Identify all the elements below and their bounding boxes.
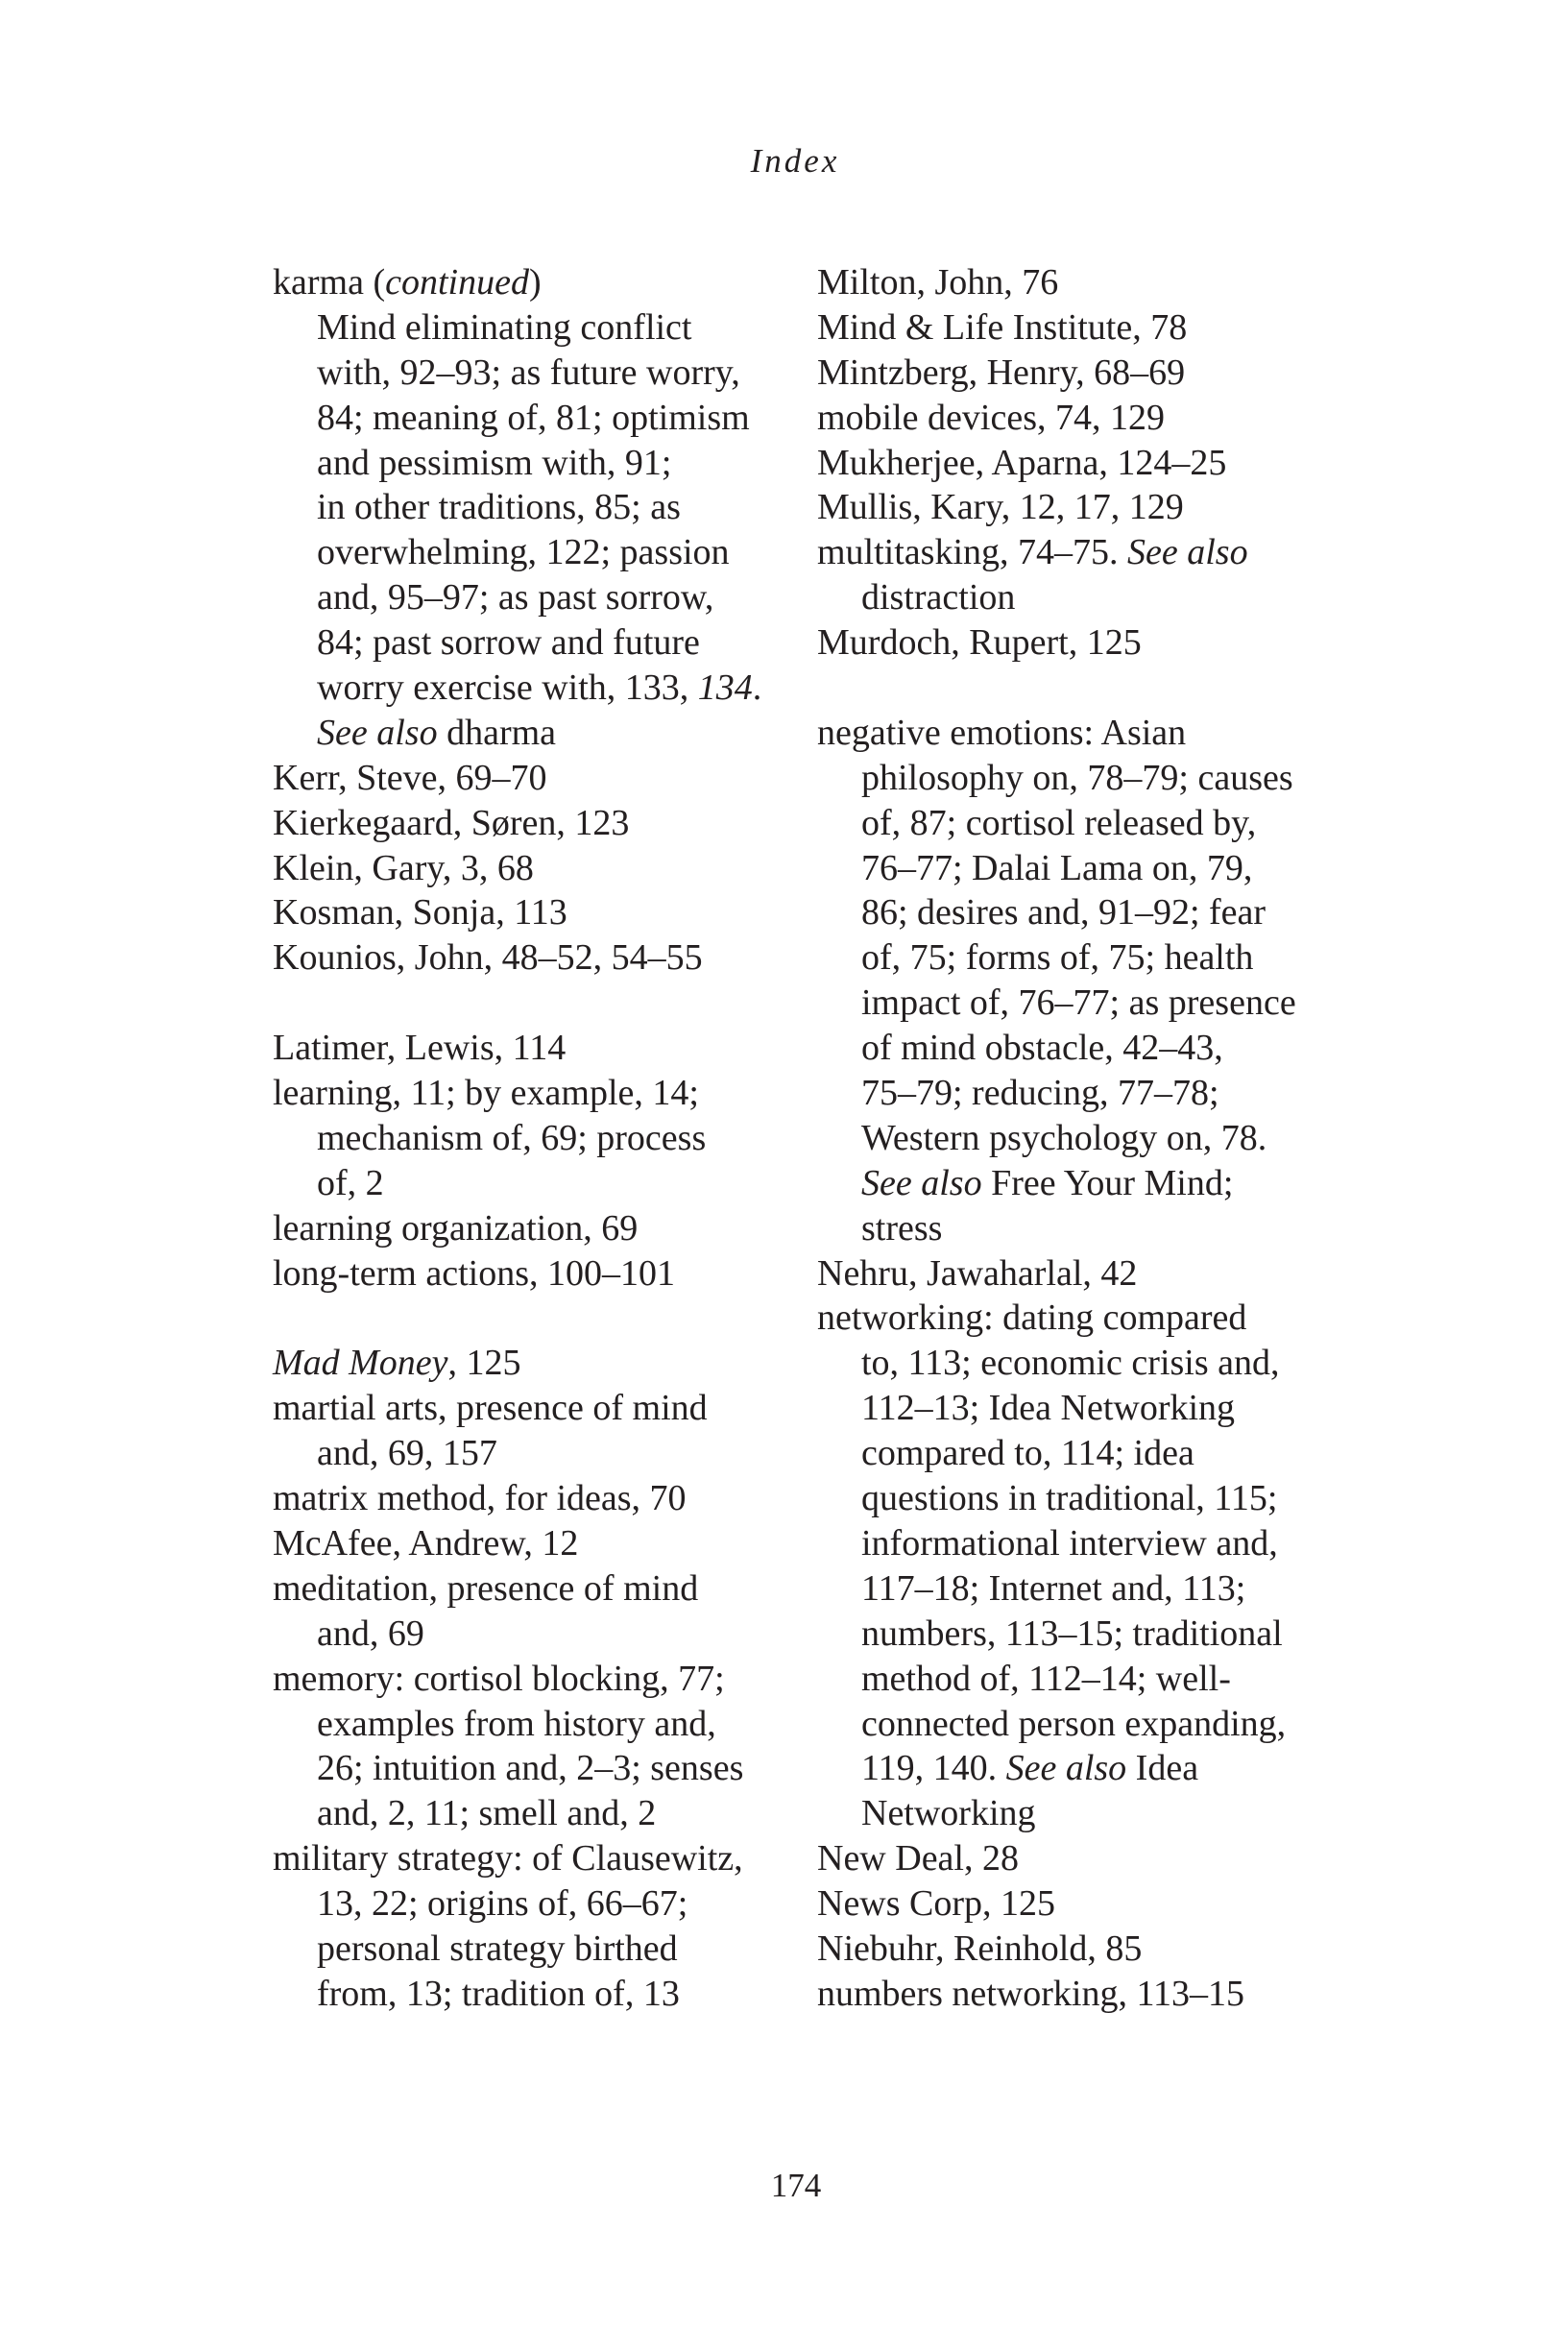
index-subentry-line	[273, 1161, 791, 1206]
running-head: Index	[750, 142, 840, 180]
entry-text: Western psychology on, 78.	[861, 1117, 1267, 1158]
entry-text: Kounios, John, 48–52, 54–55	[273, 937, 703, 979]
entry-text: Free Your Mind;	[981, 1162, 1234, 1203]
entry-text: Mind eliminating conflict	[317, 306, 692, 348]
entry-text: negative emotions: Asian	[817, 712, 1187, 753]
index-subentry-line	[817, 1026, 1355, 1071]
entry-text: philosophy on, 78–79; causes	[861, 757, 1293, 798]
index-entry-line	[273, 846, 791, 891]
entry-text: 112–13; Idea Networking	[861, 1388, 1236, 1429]
index-entry-line	[273, 1206, 791, 1251]
index-entry-line	[817, 1836, 1355, 1881]
entry-text: of, 75; forms of, 75; health	[861, 937, 1254, 979]
index-subentry-line	[817, 1386, 1355, 1431]
entry-text: multitasking, 74–75.	[817, 532, 1127, 573]
index-subentry-line	[273, 485, 791, 530]
entry-text: martial arts, presence of mind	[273, 1388, 708, 1429]
entry-text: of, 2	[317, 1162, 384, 1203]
entry-text: 84; meaning of, 81; optimism	[317, 397, 750, 438]
index-subentry-line	[273, 1972, 791, 2017]
entry-text: , 125	[447, 1343, 521, 1384]
entry-text: and, 95–97; as past sorrow,	[317, 577, 714, 618]
index-subentry-line	[273, 305, 791, 351]
index-subentry-line	[273, 620, 791, 666]
index-subentry-line	[273, 396, 791, 441]
entry-text: with, 92–93; as future worry,	[317, 352, 740, 393]
italic-text: See also	[1127, 532, 1248, 573]
entry-text: in other traditions, 85; as	[317, 487, 681, 528]
index-subentry-line	[817, 1116, 1355, 1161]
italic-text: See also	[861, 1162, 982, 1203]
entry-text: from, 13; tradition of, 13	[317, 1973, 680, 2014]
index-subentry-line	[273, 1702, 791, 1747]
entry-text: 84; past sorrow and future	[317, 622, 700, 664]
index-entry-line	[817, 1296, 1355, 1341]
entry-text: mobile devices, 74, 129	[817, 397, 1165, 438]
entry-text: to, 113; economic crisis and,	[861, 1343, 1280, 1384]
index-entry-line	[817, 1251, 1355, 1297]
entry-text: Kierkegaard, Søren, 123	[273, 802, 630, 843]
entry-text: Idea	[1126, 1748, 1199, 1789]
index-subentry-line	[273, 530, 791, 575]
entry-text: memory: cortisol blocking, 77;	[273, 1658, 725, 1699]
entry-text: of mind obstacle, 42–43,	[861, 1028, 1223, 1069]
italic-text: See also	[1005, 1748, 1127, 1789]
index-subentry-line	[817, 1521, 1355, 1566]
entry-text: Latimer, Lewis, 114	[273, 1028, 567, 1069]
entry-text: and, 2, 11; smell and, 2	[317, 1793, 657, 1834]
entry-text: numbers, 113–15; traditional	[861, 1612, 1283, 1654]
entry-text: method of, 112–14; well-	[861, 1658, 1231, 1699]
index-entry-line	[273, 260, 791, 305]
entry-text: .	[752, 667, 762, 709]
index-entry-line	[273, 756, 791, 801]
entry-text: Mullis, Kary, 12, 17, 129	[817, 487, 1184, 528]
entry-text: Kosman, Sonja, 113	[273, 892, 567, 934]
index-entry-line	[817, 441, 1355, 486]
index-subentry-line	[817, 1566, 1355, 1612]
entry-text: McAfee, Andrew, 12	[273, 1522, 579, 1564]
index-entry-line	[273, 1026, 791, 1071]
index-entry-line	[817, 1881, 1355, 1927]
entry-text: 86; desires and, 91–92; fear	[861, 892, 1266, 934]
index-entry-line	[273, 1476, 791, 1521]
entry-text: examples from history and,	[317, 1703, 716, 1744]
index-subentry-line	[273, 351, 791, 396]
index-subentry-line	[817, 575, 1355, 620]
index-entry-line	[273, 1521, 791, 1566]
index-subentry-line	[817, 1702, 1355, 1747]
entry-text: learning, 11; by example, 14;	[273, 1073, 699, 1114]
index-column-right	[817, 260, 1355, 2017]
entry-text: distraction	[861, 577, 1016, 618]
entry-text: and pessimism with, 91;	[317, 442, 672, 483]
entry-text: of, 87; cortisol released by,	[861, 802, 1257, 843]
entry-text: and, 69, 157	[317, 1433, 497, 1474]
entry-text: News Corp, 125	[817, 1883, 1056, 1925]
index-entry-line	[817, 351, 1355, 396]
index-entry-line	[817, 1972, 1355, 2017]
entry-text: Nehru, Jawaharlal, 42	[817, 1252, 1138, 1294]
entry-text: Networking	[861, 1793, 1036, 1834]
index-subentry-line	[817, 756, 1355, 801]
entry-text: personal strategy birthed	[317, 1928, 678, 1969]
entry-text: overwhelming, 122; passion	[317, 532, 730, 573]
entry-text: learning organization, 69	[273, 1207, 639, 1249]
entry-text: connected person expanding,	[861, 1703, 1287, 1744]
index-entry-line	[273, 890, 791, 935]
index-subentry-line	[817, 846, 1355, 891]
italic-text: continued	[385, 262, 529, 303]
entry-text: )	[528, 262, 542, 303]
entry-gap	[817, 666, 1355, 711]
page-number: 174	[770, 2167, 822, 2204]
index-entry-line	[817, 260, 1355, 305]
index-subentry-line	[817, 981, 1355, 1026]
entry-text: Klein, Gary, 3, 68	[273, 847, 534, 888]
entry-gap	[273, 1296, 791, 1341]
index-entry-line	[817, 711, 1355, 756]
italic-text: 134	[697, 667, 753, 709]
entry-text: Milton, John, 76	[817, 262, 1059, 303]
index-entry-line	[273, 1566, 791, 1612]
index-subentry-line	[273, 1881, 791, 1927]
index-subentry-line	[817, 1071, 1355, 1116]
index-entry-line	[817, 620, 1355, 666]
index-entry-line	[817, 396, 1355, 441]
entry-text: Kerr, Steve, 69–70	[273, 757, 547, 798]
index-subentry-line	[273, 1746, 791, 1791]
index-entry-line	[273, 1341, 791, 1386]
entry-text: compared to, 114; idea	[861, 1433, 1194, 1474]
index-entry-line	[273, 1071, 791, 1116]
index-subentry-line	[273, 1927, 791, 1972]
index-subentry-line	[817, 1657, 1355, 1702]
index-entry-line	[273, 1386, 791, 1431]
index-subentry-line	[273, 1431, 791, 1476]
index-subentry-line	[273, 1612, 791, 1657]
index-subentry-line	[817, 1746, 1355, 1791]
entry-text: impact of, 76–77; as presence	[861, 982, 1296, 1024]
index-subentry-line	[273, 1116, 791, 1161]
index-entry-line	[273, 1251, 791, 1297]
index-subentry-line	[273, 666, 791, 711]
index-subentry-line	[817, 1431, 1355, 1476]
index-subentry-line	[273, 1791, 791, 1836]
index-entry-line	[273, 935, 791, 981]
entry-text: mechanism of, 69; process	[317, 1117, 707, 1158]
index-subentry-line	[817, 1161, 1355, 1206]
entry-text: military strategy: of Clausewitz,	[273, 1838, 743, 1879]
entry-text: New Deal, 28	[817, 1838, 1019, 1879]
entry-text: stress	[861, 1207, 943, 1249]
entry-text: 13, 22; origins of, 66–67;	[317, 1883, 688, 1925]
index-column-left	[273, 260, 791, 2017]
index-subentry-line	[817, 935, 1355, 981]
italic-text: Mad Money	[273, 1343, 448, 1384]
index-subentry-line	[817, 1476, 1355, 1521]
entry-text: karma (	[273, 262, 386, 303]
entry-text: numbers networking, 113–15	[817, 1973, 1245, 2014]
entry-text: long-term actions, 100–101	[273, 1252, 675, 1294]
entry-text: matrix method, for ideas, 70	[273, 1478, 687, 1519]
entry-text: Niebuhr, Reinhold, 85	[817, 1928, 1143, 1969]
entry-text: Mintzberg, Henry, 68–69	[817, 352, 1186, 393]
index-entry-line	[273, 801, 791, 846]
entry-text: dharma	[437, 712, 557, 753]
entry-text: 117–18; Internet and, 113;	[861, 1567, 1246, 1609]
index-entry-line	[273, 1836, 791, 1881]
entry-text: informational interview and,	[861, 1522, 1278, 1564]
entry-text: Mukherjee, Aparna, 124–25	[817, 442, 1227, 483]
index-subentry-line	[817, 1791, 1355, 1836]
index-entry-line	[817, 530, 1355, 575]
index-entry-line	[817, 485, 1355, 530]
entry-text: 75–79; reducing, 77–78;	[861, 1073, 1219, 1114]
entry-text: and, 69	[317, 1612, 424, 1654]
entry-text: worry exercise with, 133,	[317, 667, 698, 709]
index-subentry-line	[817, 801, 1355, 846]
index-subentry-line	[817, 890, 1355, 935]
entry-text: 26; intuition and, 2–3; senses	[317, 1748, 744, 1789]
index-subentry-line	[817, 1612, 1355, 1657]
entry-text: Murdoch, Rupert, 125	[817, 622, 1142, 664]
entry-text: Mind & Life Institute, 78	[817, 306, 1188, 348]
index-subentry-line	[817, 1206, 1355, 1251]
index-subentry-line	[273, 711, 791, 756]
entry-text: 119, 140.	[861, 1748, 1006, 1789]
index-subentry-line	[273, 441, 791, 486]
entry-text: questions in traditional, 115;	[861, 1478, 1278, 1519]
italic-text: See also	[317, 712, 438, 753]
index-subentry-line	[273, 575, 791, 620]
entry-gap	[273, 981, 791, 1026]
index-entry-line	[273, 1657, 791, 1702]
index-entry-line	[817, 305, 1355, 351]
entry-text: networking: dating compared	[817, 1297, 1247, 1339]
index-subentry-line	[817, 1341, 1355, 1386]
entry-text: 76–77; Dalai Lama on, 79,	[861, 847, 1253, 888]
entry-text: meditation, presence of mind	[273, 1567, 699, 1609]
index-entry-line	[817, 1927, 1355, 1972]
